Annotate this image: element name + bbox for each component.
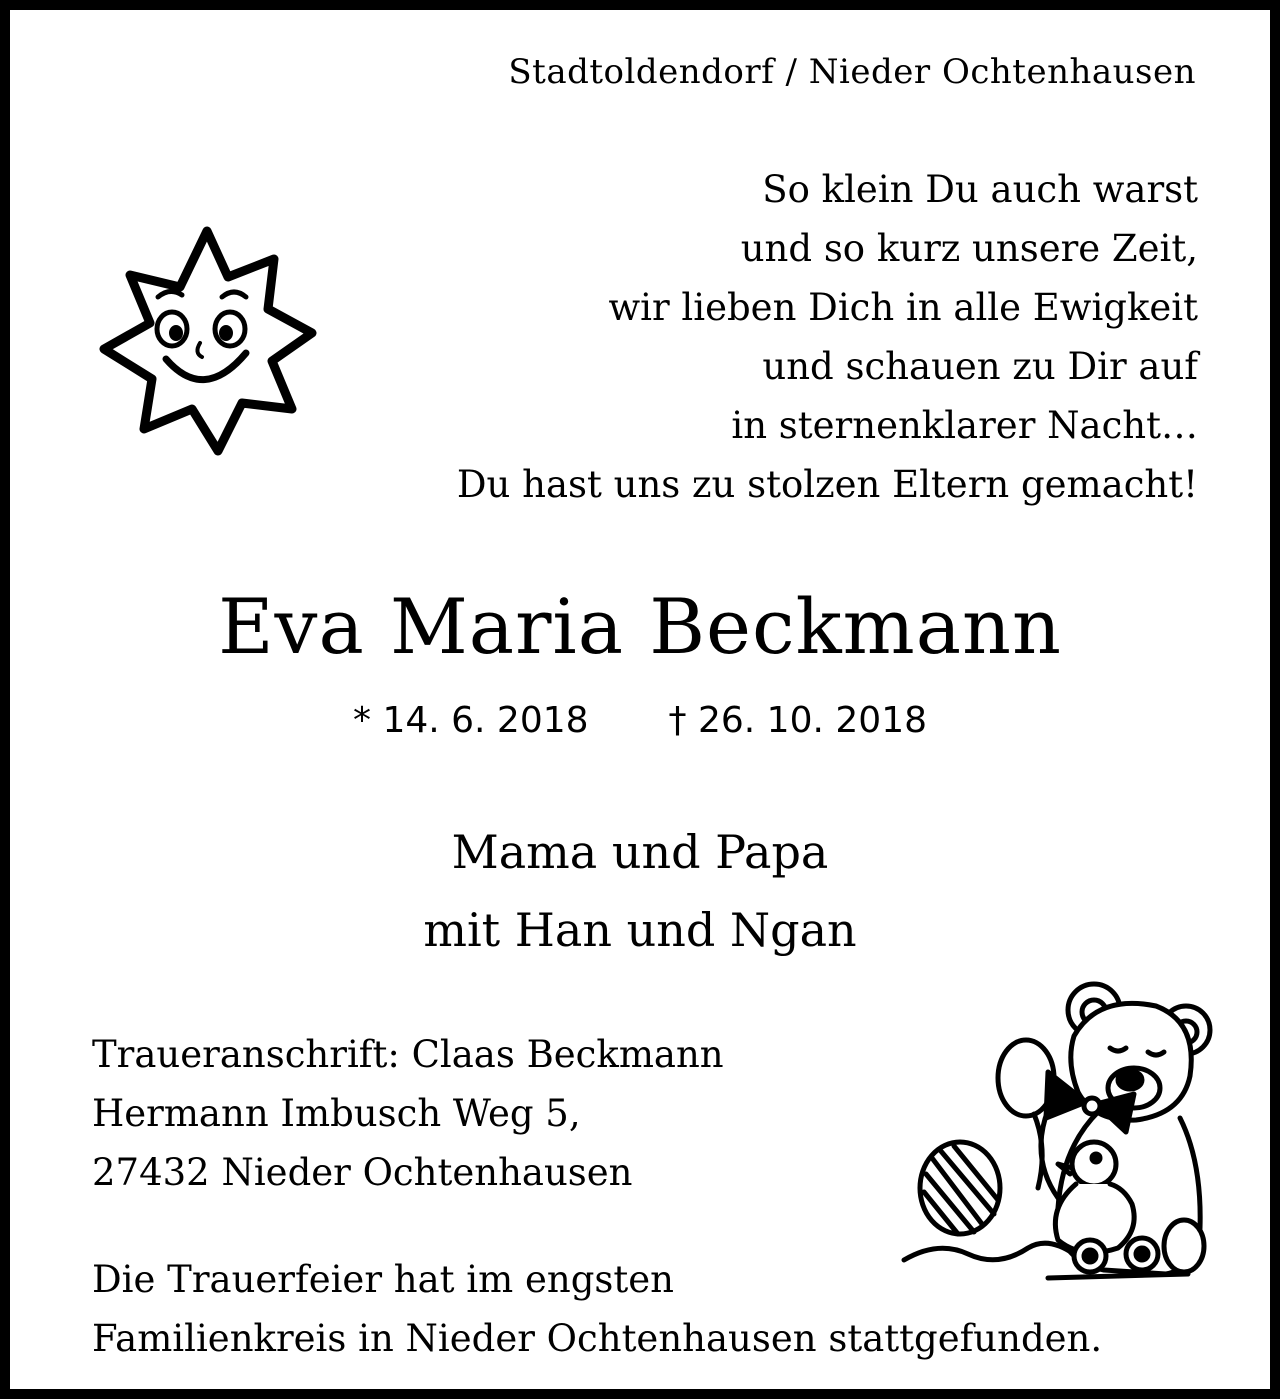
address-line: 27432 Nieder Ochtenhausen [92, 1151, 633, 1194]
family-line: mit Han und Ngan [423, 903, 857, 957]
ceremony-line: Familienkreis in Nieder Ochtenhausen stattgefunden. [92, 1317, 1103, 1360]
poem-line: Du hast uns zu stolzen Eltern gemacht! [456, 463, 1198, 506]
poem-line: So klein Du auch warst [762, 168, 1198, 211]
address-line: Hermann Imbusch Weg 5, [92, 1092, 581, 1135]
life-dates [10, 700, 1270, 741]
smiling-sun-icon [96, 225, 318, 457]
ceremony-note [92, 1250, 1102, 1368]
mourning-address [92, 1025, 724, 1202]
poem [457, 160, 1198, 514]
teddy-bear-with-toys-icon [898, 978, 1218, 1288]
family-line: Mama und Papa [451, 825, 829, 879]
poem-line: und schauen zu Dir auf [762, 345, 1198, 388]
death-date: † 26. 10. 2018 [668, 700, 927, 741]
poem-line: wir lieben Dich in alle Ewigkeit [608, 286, 1198, 329]
address-line: Traueranschrift: Claas Beckmann [92, 1033, 724, 1076]
location-line: Stadtoldendorf / Nieder Ochtenhausen [508, 52, 1196, 92]
poem-line: und so kurz unsere Zeit, [740, 227, 1198, 270]
deceased-name: Eva Maria Beckmann [218, 582, 1062, 671]
poem-line: in sternenklarer Nacht… [731, 404, 1198, 447]
ceremony-line: Die Trauerfeier hat im engsten [92, 1258, 674, 1301]
family-signature [10, 813, 1270, 969]
birth-date: * 14. 6. 2018 [353, 700, 589, 741]
